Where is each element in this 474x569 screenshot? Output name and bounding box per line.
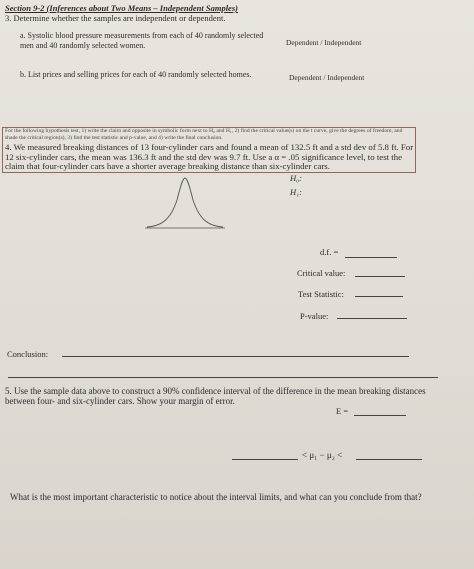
instructions-text: For the following hypothesis test, 1) write the claim and opposite in symbolic form next to H₀ and H₁, 2) find the critical value(s) on the t curve, give the degrees of freedom, and shade the critical region(s), 3) find the test statistic and p-value, and 4) write the final conclusion. [5, 128, 403, 141]
margin-error-label: E = [336, 406, 349, 416]
df-answer-line[interactable] [345, 257, 397, 258]
critical-value-label: Critical value: [297, 268, 346, 278]
p-value-line[interactable] [337, 318, 407, 319]
problem-5-text: 5. Use the sample data above to construct a 90% confidence interval of the difference in the mean breaking distances between four- and six-cylinder cars. Show your margin of error. [5, 386, 426, 406]
final-question: What is the most important characteristic to notice about the interval limits, and what can you conclude from that? [10, 492, 422, 502]
margin-error-line[interactable] [354, 415, 406, 416]
problem-4-text: 4. We measured breaking distances of 13 four-cylinder cars and found a mean of 132.5 ft and a std dev of 5.8 ft. For 12 six-cylinder cars, the mean was 136.3 ft and the std dev was 9.7 ft. Use a α = .05 significance level, to test the claim that four-cylinder cars have a shorter average breaking distance than six-cylinder cars. [5, 142, 414, 172]
ci-upper-line[interactable] [356, 459, 422, 460]
h1-label: H₁: [290, 187, 302, 197]
p-value-label: P-value: [300, 311, 329, 321]
t-distribution-curve[interactable] [145, 170, 225, 235]
df-label: d.f. = [320, 247, 339, 257]
conclusion-line-2[interactable] [8, 377, 438, 378]
critical-value-line[interactable] [355, 276, 405, 277]
q3b-choice[interactable]: Dependent / Independent [289, 73, 365, 82]
question-3-prompt: 3. Determine whether the samples are independent or dependent. [5, 13, 226, 23]
section-title: Section 9-2 (Inferences about Two Means – Independent Samples) [5, 3, 238, 13]
conclusion-line-1[interactable] [62, 356, 409, 357]
test-statistic-line[interactable] [355, 296, 403, 297]
q3b-text: b. List prices and selling prices for each of 40 randomly selected homes. [20, 70, 252, 79]
q3a-choice[interactable]: Dependent / Independent [286, 38, 362, 47]
q3a-text: a. Systolic blood pressure measurements from each of 40 randomly selected men and 40 randomly selected women. [20, 31, 264, 50]
conclusion-label: Conclusion: [7, 349, 49, 359]
h0-label: H₀: [290, 173, 302, 183]
test-statistic-label: Test Statistic: [298, 289, 344, 299]
ci-inequality: < μ₁ − μ₂ < [302, 450, 343, 460]
ci-lower-line[interactable] [232, 459, 298, 460]
